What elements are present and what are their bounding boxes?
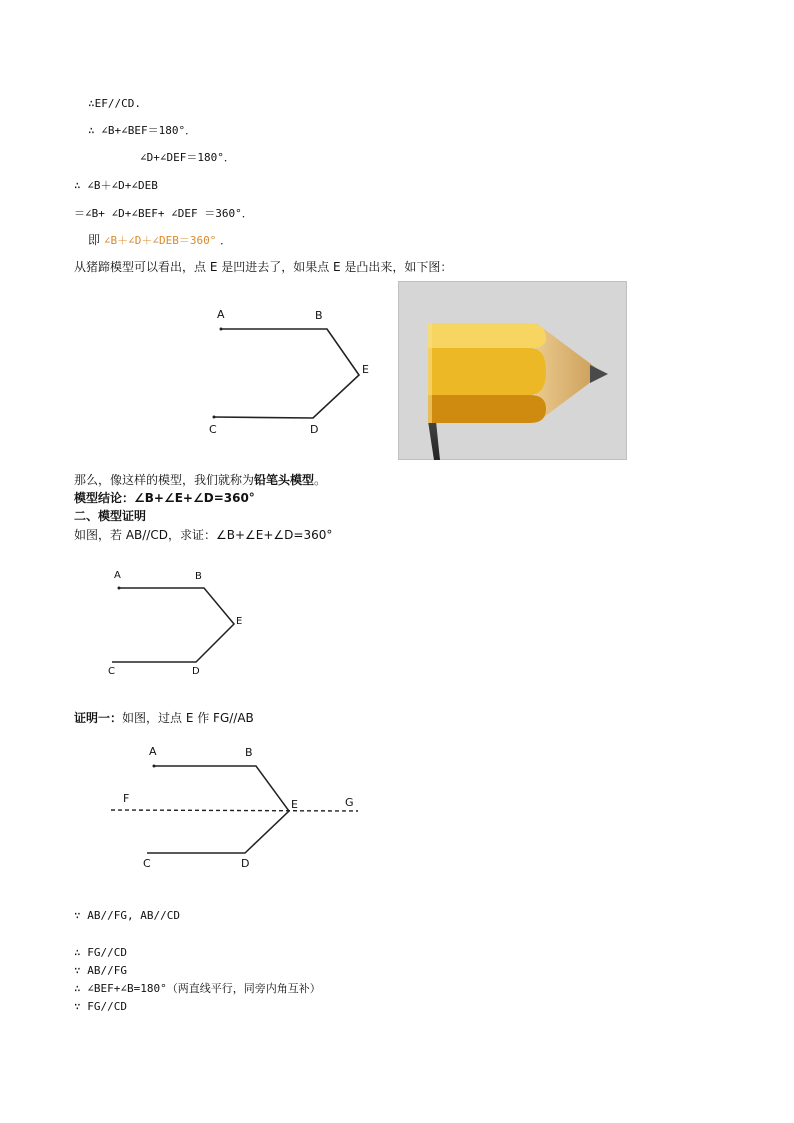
proof-step-4: ∴ ∠BEF+∠B=180°（两直线平行，同旁内角互补） <box>74 982 321 995</box>
figure1-label-b: B <box>315 309 323 322</box>
intro-text: 从猪蹄模型可以看出，点 E 是凹进去了，如果点 E 是凸出来，如下图： <box>74 260 453 274</box>
figure1-point-a <box>220 328 223 331</box>
proof-step-5: ∵ FG//CD <box>74 1000 127 1013</box>
figure3-label-f: F <box>123 792 130 805</box>
proof-line-3: ∠D+∠DEF＝180°． <box>140 151 235 164</box>
proof-line-1: ∴EF//CD. <box>88 97 141 110</box>
figure2-lines <box>112 588 234 662</box>
proof-step-3: ∵ AB//FG <box>74 964 127 977</box>
figure2-label-a: A <box>114 570 121 581</box>
figure1-label-d: D <box>310 423 319 436</box>
proof-line-6-prefix: 即 <box>88 233 101 247</box>
model-name-prefix: 那么，像这样的模型，我们就称为 <box>74 473 255 487</box>
figure3-lines <box>147 766 289 853</box>
section-heading: 二、模型证明 <box>74 509 147 523</box>
figure-proof-one <box>105 740 375 875</box>
problem-statement: 如图，若 AB//CD，求证：∠B+∠E+∠D=360° <box>74 528 333 542</box>
figure1-label-a: A <box>217 308 225 321</box>
proof-line-6-suffix: ． <box>220 234 232 247</box>
proof-line-5: ＝∠B+ ∠D+∠BEF+ ∠DEF ＝360°． <box>74 207 253 220</box>
figure3-label-b: B <box>245 746 253 759</box>
proof-step-2: ∴ FG//CD <box>74 946 127 959</box>
figure1-label-e: E <box>362 363 369 376</box>
figure-pencil-model-2 <box>100 560 260 685</box>
proof-step-1: ∵ AB//FG, AB//CD <box>74 909 180 922</box>
figure3-label-e: E <box>291 798 298 811</box>
pencil-image <box>398 281 627 460</box>
figure3-label-c: C <box>143 857 151 870</box>
figure1-point-c <box>213 416 216 419</box>
figure1-lines <box>214 329 359 418</box>
figure3-point-a <box>153 765 156 768</box>
proof-one-label: 证明一： <box>74 711 123 725</box>
proof-one-text: 如图，过点 E 作 FG//AB <box>122 711 254 725</box>
model-conclusion: 模型结论：∠B+∠E+∠D=360° <box>74 491 255 505</box>
proof-line-2: ∴ ∠B+∠BEF＝180°． <box>88 124 197 137</box>
figure2-label-c: C <box>108 666 115 677</box>
proof-line-6 <box>88 232 231 249</box>
figure3-dashed-line-fg <box>111 810 358 811</box>
proof-one-heading <box>74 710 254 726</box>
model-name-suffix: 。 <box>314 473 327 487</box>
figure2-point-a <box>118 587 121 590</box>
figure1-label-c: C <box>209 423 217 436</box>
figure-pencil-model-1 <box>200 300 390 440</box>
figure3-label-a: A <box>149 745 157 758</box>
model-name-line <box>74 472 326 488</box>
figure2-label-d: D <box>192 666 200 677</box>
highlight-conclusion: ∠B＋∠D＋∠DEB＝360° <box>103 234 217 247</box>
figure3-label-g: G <box>345 796 354 809</box>
proof-line-4: ∴ ∠B＋∠D+∠DEB <box>74 179 158 192</box>
figure3-label-d: D <box>241 857 250 870</box>
figure2-label-b: B <box>195 571 202 582</box>
model-name-bold: 铅笔头模型 <box>254 473 315 487</box>
figure2-label-e: E <box>236 616 243 627</box>
